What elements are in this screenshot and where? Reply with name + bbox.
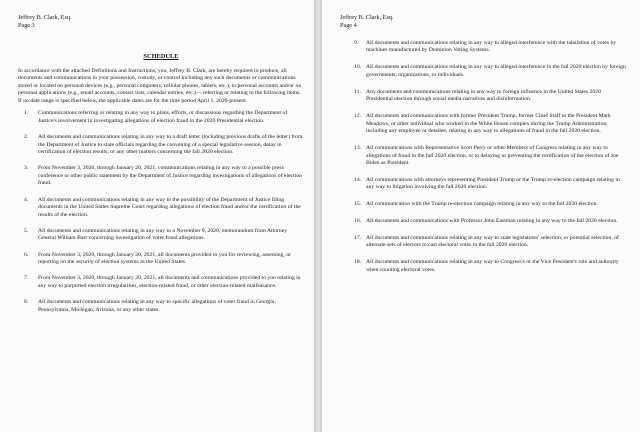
item-number: 14. — [354, 176, 362, 183]
item-text: From November 3, 2020, through January 20, 2021, communications relating in any way to a possible press conference or other public statement by the Department of Justice regarding investigations of allegations of election fraud. — [38, 165, 302, 187]
item-text: All documents and communications relating in any way to alleged interference in the fall 2020 election by foreign governments, organizations, or individuals. — [366, 64, 626, 78]
schedule-item — [354, 64, 628, 79]
header-page-number: Page 3 — [18, 22, 35, 30]
page-gutter — [314, 0, 322, 432]
schedule-item — [354, 112, 628, 136]
schedule-item — [354, 39, 628, 55]
schedule-item — [18, 197, 304, 220]
item-text: All documents and communications relating in any way to a November 9, 2020, memorandum from Attorney General William Barr concerning investigation of voter fraud allegations. — [38, 227, 288, 242]
schedule-item — [354, 88, 628, 104]
item-number: 8. — [24, 298, 29, 305]
item-number: 9. — [354, 39, 359, 46]
header-page-number: Page 4 — [340, 22, 357, 30]
item-number: 13. — [354, 144, 362, 151]
schedule-item — [18, 275, 304, 290]
item-text: All documents and communications relating in any way to a draft letter (including previous drafts of the letter) from the Department of Justice to state officials regarding the convening of a special legislative session, delay in certification of election results, or any other matters concerning the fall 2020 election. — [38, 134, 303, 156]
item-number: 11. — [354, 88, 361, 95]
schedule-item — [18, 252, 304, 267]
item-text: All documents and communications relating in any way to alleged interference with the tabulation of votes by machines manufactured by Dominion Voting Systems. — [366, 39, 617, 54]
item-number: 18. — [354, 259, 362, 266]
schedule-items-right — [354, 39, 628, 275]
item-text: All communications with Representative Scott Perry or other Members of Congress relating in any way to allegations of fraud in the fall 2020 election, or to delaying or preventing the certification of the election of Joe Biden as President. — [366, 144, 619, 167]
schedule-item — [18, 134, 304, 157]
schedule-item — [354, 176, 628, 192]
item-text: All documents and communications relating in any way to Congress's or the Vice President's role and authority when counting electoral votes. — [366, 259, 619, 273]
item-text: All documents and communications relating in any way to specific allegations of voter fraud in Georgia, Pennsylvania, Michigan, Arizona, or any other states. — [38, 298, 276, 313]
schedule-item — [354, 144, 628, 168]
schedule-item — [18, 165, 304, 188]
item-text: All documents and communications relating in any way to state legislatures' selection, or potential selection, of alternate sets of electors to cast electoral votes in the fall 2020 election. — [366, 234, 619, 249]
item-text: All documents and communications relating in any way to the possibility of the Department of Justice filing documents in the United States Supreme Court regarding allegations of election fraud and/or the certification of the results of the election. — [38, 196, 301, 218]
page-4 — [322, 0, 640, 432]
header-name: Jeffrey B. Clark, Esq. — [340, 14, 394, 21]
item-number: 16. — [354, 218, 362, 225]
item-number: 1. — [24, 110, 29, 117]
item-text: From November 3, 2020, through January 20, 2021, all documents provided to you for reviewing, assessing, or reporting on the security of election systems in the United States. — [38, 251, 292, 266]
schedule-item — [18, 110, 304, 125]
schedule-intro: In accordance with the attached Definitions and Instructions, you, Jeffrey B. Clark, are hereby required to produce, all documents and communications in your possession, custody, or control including any such documents or communications stored or located on personal devices (e.g., personal computers, cellular phones, tablets, etc.), in personal accounts and/or on personal applications (e.g., email accounts, contact lists, calendar entries, etc.)— referring or relating to the following items. If no date range is specified below, the applicable dates are for the time period April 1, 2020-present. — [18, 67, 302, 104]
item-number: 3. — [24, 165, 29, 172]
item-number: 15. — [354, 201, 362, 208]
schedule-item — [354, 259, 628, 274]
schedule-items-left — [18, 110, 304, 314]
item-number: 5. — [24, 227, 29, 234]
item-number: 2. — [24, 134, 29, 140]
page-3 — [0, 0, 314, 432]
schedule-item — [354, 234, 628, 250]
header-name: Jeffrey B. Clark, Esq. — [18, 14, 72, 21]
schedule-item — [18, 228, 304, 243]
item-text: All documents and communications with Professor John Eastman relating in any way to the fall 2020 election. — [366, 218, 618, 225]
item-text: Communications referring or relating in any way to plans, efforts, or discussions regarding the Department of Justice's involvement in investigating allegations of election fraud in the 2020 Presidential election. — [38, 110, 288, 124]
item-number: 17. — [354, 234, 362, 241]
schedule-title: SCHEDULE — [143, 52, 179, 60]
item-number: 4. — [24, 196, 29, 203]
item-text: All communication with the Trump re-election campaign relating in any way to the fall 2020 election. — [366, 201, 598, 208]
schedule-item — [18, 299, 304, 314]
item-text: Any documents and communications relating in any way to foreign influence in the United States 2020 Presidential election through social media narratives and disinformation. — [366, 88, 601, 103]
item-number: 7. — [24, 275, 29, 282]
item-text: All communications with attorneys representing President Trump or the Trump re-election campaign relating in any way to litigation involving the fall 2020 election. — [366, 176, 620, 191]
item-text: All documents and communications with former President Trump, former Chief Staff to the President Mark Meadows, or other individual who worked in the White House complex during the Trump Administration, including any employee or detailee, relating in any way to allegations of fraud in the fall 2020 election. — [366, 112, 611, 135]
item-number: 12. — [354, 112, 362, 119]
schedule-item — [354, 201, 628, 209]
item-text: From November 3, 2020, through January 20, 2021, all documents and communications provided to you relating in any way to purported election irregularities, election-related fraud, or other election-related malfeasance. — [38, 275, 301, 289]
item-number: 10. — [354, 64, 362, 71]
schedule-item — [354, 218, 628, 226]
item-number: 6. — [24, 251, 29, 258]
